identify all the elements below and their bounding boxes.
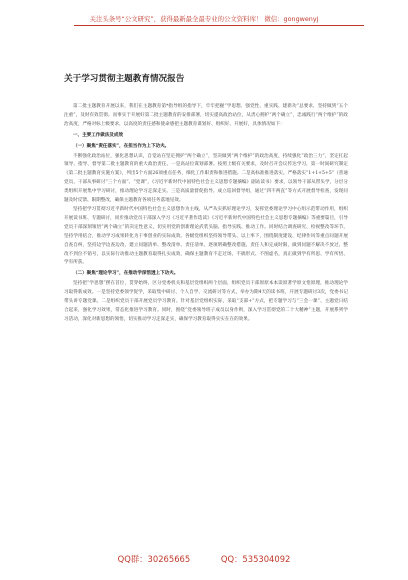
document-title: 关于学习贯彻主题教育情况报告 <box>64 74 185 84</box>
qq-contact-text: QQ：535304092 <box>220 554 291 564</box>
page-footer <box>0 553 408 565</box>
top-banner: 关注头条号“公文研究”，获得最新最全最专业的公文资料库！ 微信：gongwenyj <box>89 15 319 23</box>
body-paragraph: 坚持把“学思想”摆在首位，贯穿始终，区分党委机关和基层党组织两个层面，组织党员干部原原本本读原著学原文悟原理，推动理论学习取得新成效。一是坚持党委领学促学，采取集中研讨、个人自学、交流研讨等方式，举办为期4天的读书班，开展专题研讨3次，党委书记带头讲专题党课。二是组织党员干部开展党员学习教育。针对基层党组织实际，采取“支部+”方式，把专题学习与“三会一课”、主题党日结合起来，强化学习效果，常态化推进学习教育。同时，围绕“党委领导班子成员以身作则，深入学习贯彻党的二十大精神”主题，开展系列学习活动，深化对新思想的领悟，切实推动学习走深走实，确保学习教育取得实实在在的效果。 <box>64 281 348 322</box>
subsection-heading: （一）聚焦“责任落实”，在担当作为上下功夫。 <box>73 143 170 149</box>
subsection-heading: （二）聚焦“理论学习”，在推动学深悟透上下功夫。 <box>73 271 179 277</box>
section-heading: 一、主要工作做法及成效 <box>73 132 124 138</box>
intro-paragraph: 第二批主题教育开展以来，我们在主题教育第*指导组的指导下，牢牢把握“学思想、强党性、重实践、建新功”总要求，坚持做到“五个注重”，及时有效贯彻。而事实于开展好第二批主题教育的安排部署，切实提高政治站位，从责心拥护“两个确立”，忠诚践行“两个维护”的政治高度，严格对标上级要求，以高度的责任感和使命感把主题教育谋划好、组织好、开展好，具体情况如下： <box>64 104 348 127</box>
banner-divider <box>74 25 364 26</box>
qq-group-text: QQ群：30265665 <box>117 554 191 564</box>
body-paragraph: 坚持把学习贯彻习近平新时代中国特色社会主义思想作为主线，从严从实抓好理论学习，发挥党委理论学习中心组示范带动作用，组织开展读书班、专题研讨，同步推动党员干部深入学习《习近平著作选读》《习近平新时代中国特色社会主义思想专题摘编》等重要篇目，引导党员干部深刻领悟“两个确立”的决定性意义，切实用党的创新理论武装头脑、指导实践、推动工作。同时结合调查研究、检视整改等环节，坚持学用结合，推动学习成果转化为干事创业的实际成效。各级党组织坚持领导带头、以上率下，围绕制度建设、纪律作风等重点问题开展自查自纠，坚持边学边查边改，建立问题清单、整改清单、责任清单，逐项明确整改措施、责任人和完成时限，做到问题不解决不放过、整改不到位不销号，以实际行动推动主题教育取得扎实成效，确保主题教育不走过场、不搞形式、不图虚名，真正做到学有所思、学有所悟、学有所获。 <box>64 206 348 266</box>
body-paragraph: 不断强化政治站位，强化思想认识，自觉站在坚定拥护“两个确立”，坚决做到“两个维护”的政治高度，持续强化“政治三力”，坚定扛起领导、指导、督导第二批主题教育的重大政治责任。一是高站位谋划部署。按照上级有关要求，及时召开会议传达学习，第一时间研究制定《第二批主题教育实施方案》，列出5个方面26项重点任务，细化工作职责和推进措施。二是高标准推进落实。严格落实“1+1+5+5”（普通党员、干部从事研讨“三个方面”、“党课”，《习近平新时代中国特色社会主义思想专题摘编》副站读书）要求，以领导干部从带头学，分层分类组织开展集中学习研讨，推动理论学习走深走实。三是高质量督促指导。成立巡回督导组，通过“四不两直”等方式开展督导检查，发现问题及时反馈、限期整改，确保主题教育各项任务落地见效。 <box>64 153 348 204</box>
document-body <box>64 103 348 325</box>
